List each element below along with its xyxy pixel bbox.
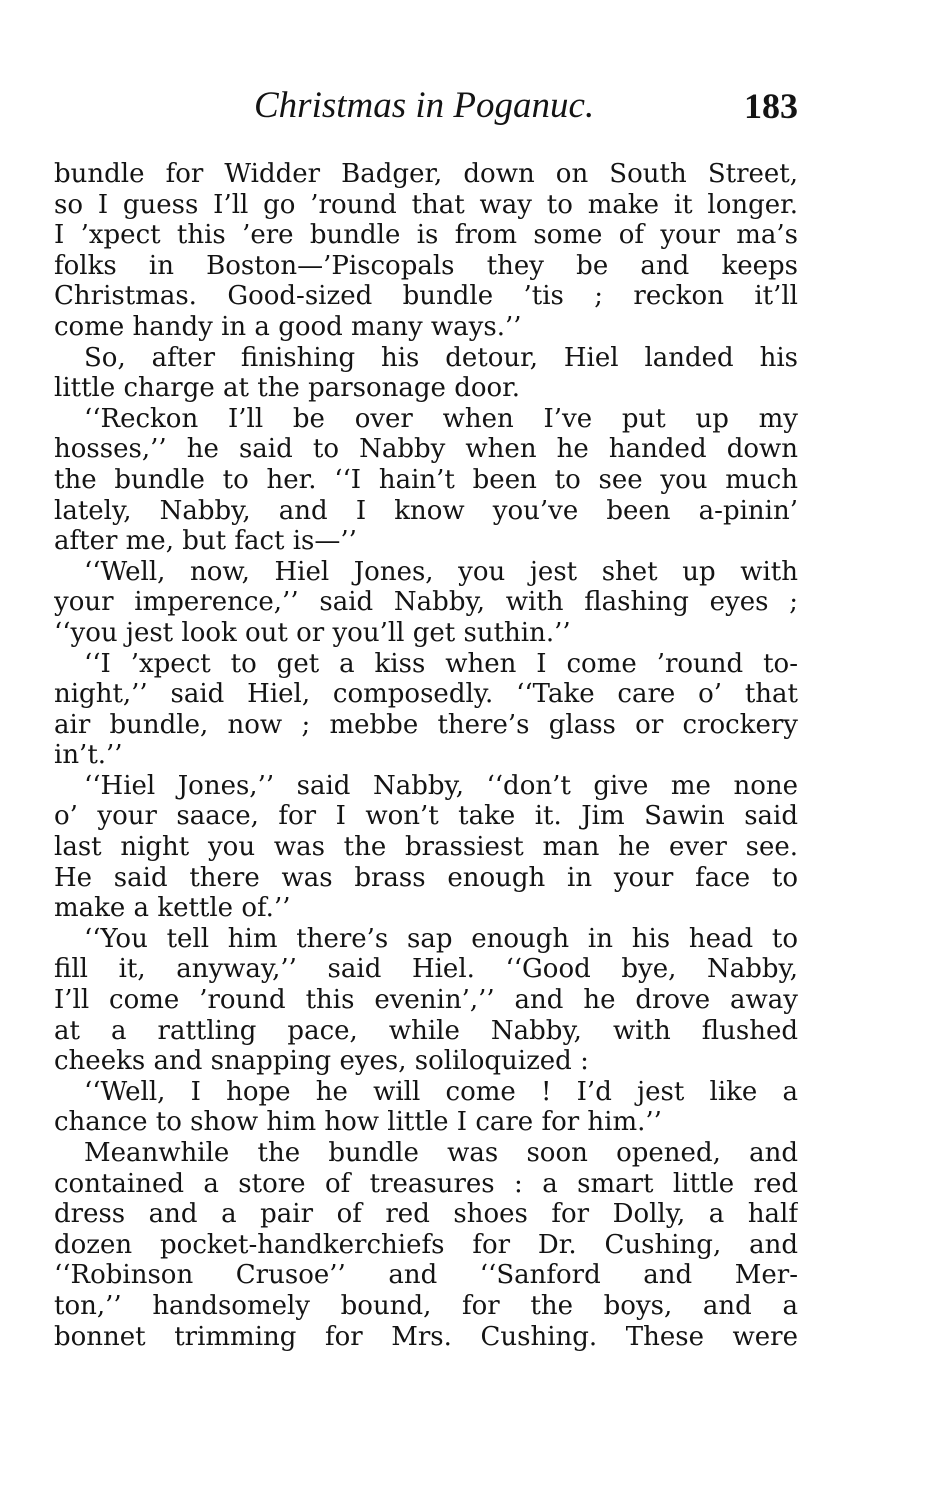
running-title: Christmas in Poganuc. (254, 85, 595, 126)
text-line: ‘‘Robinson Crusoe’’ and ‘‘Sanford and Mer- (54, 1260, 798, 1291)
text-line: at a rattling pace, while Nabby, with flushed (54, 1015, 798, 1046)
text-line: o’ your saace, for I won’t take it. Jim Sawin said (54, 801, 798, 832)
text-line: ton,’’ handsomely bound, for the boys, and a (54, 1290, 798, 1321)
text-line: your imperence,’’ said Nabby, with flashing eyes ; (54, 587, 798, 618)
text-line: hosses,’’ he said to Nabby when he handed down (54, 434, 798, 465)
text-line: ‘‘you jest look out or you’ll get suthin.’’ (54, 617, 571, 648)
text-line: ‘‘Reckon I’ll be over when I’ve put up my (84, 403, 798, 434)
text-line: so I guess I’ll go ’round that way to make it longer. (54, 189, 798, 220)
page-number: 183 (744, 86, 798, 126)
text-line: Meanwhile the bundle was soon opened, and (84, 1138, 798, 1168)
text-line: in’t.’’ (54, 740, 123, 771)
text-line: chance to show him how little I care for him.’’ (54, 1107, 662, 1138)
text-line: fill it, anyway,’’ said Hiel. ‘‘Good bye, Nabby, (54, 954, 798, 985)
text-line: dress and a pair of red shoes for Dolly, a half (54, 1199, 798, 1230)
text-line: folks in Boston—’Piscopals they be and keeps (54, 250, 798, 281)
text-line: ‘‘You tell him there’s sap enough in his head to (84, 923, 798, 954)
body-text (54, 159, 798, 1352)
text-line: contained a store of treasures : a smart little red (54, 1168, 798, 1199)
text-line: lately, Nabby, and I know you’ve been a-pinin’ (54, 495, 798, 526)
text-line: I ’xpect this ’ere bundle is from some of your ma’s (54, 220, 798, 251)
text-line: the bundle to her. ‘‘I hain’t been to see you much (54, 464, 798, 495)
text-line: So, after finishing his detour, Hiel landed his (84, 342, 798, 373)
text-line: cheeks and snapping eyes, soliloquized : (54, 1046, 589, 1077)
text-line: after me, but fact is—’’ (54, 526, 357, 557)
text-line: little charge at the parsonage door. (54, 373, 520, 404)
text-line: I’ll come ’round this evenin’,’’ and he drove away (54, 985, 798, 1016)
text-line: ‘‘Well, I hope he will come ! I’d jest like a (84, 1076, 798, 1107)
text-line: last night you was the brassiest man he ever see. (54, 832, 798, 863)
text-line: bonnet trimming for Mrs. Cushing. These were (54, 1321, 798, 1352)
text-line: ‘‘Well, now, Hiel Jones, you jest shet up with (84, 556, 798, 587)
text-line: make a kettle of.’’ (54, 893, 291, 924)
text-line: air bundle, now ; mebbe there’s glass or crockery (54, 709, 798, 740)
text-line: night,’’ said Hiel, composedly. ‘‘Take care o’ that (54, 679, 798, 710)
text-line: Christmas. Good-sized bundle ’tis ; reckon it’ll (54, 281, 798, 312)
text-line: bundle for Widder Badger, down on South Street, (54, 159, 798, 189)
text-line: come handy in a good many ways.’’ (54, 311, 522, 342)
page-header (54, 84, 798, 132)
text-line: ‘‘Hiel Jones,’’ said Nabby, ‘‘don’t give me none (84, 770, 798, 801)
text-line: ‘‘I ’xpect to get a kiss when I come ’round to- (84, 648, 798, 679)
text-line: He said there was brass enough in your face to (54, 862, 798, 893)
text-line: dozen pocket-handkerchiefs for Dr. Cushing, and (54, 1229, 798, 1260)
